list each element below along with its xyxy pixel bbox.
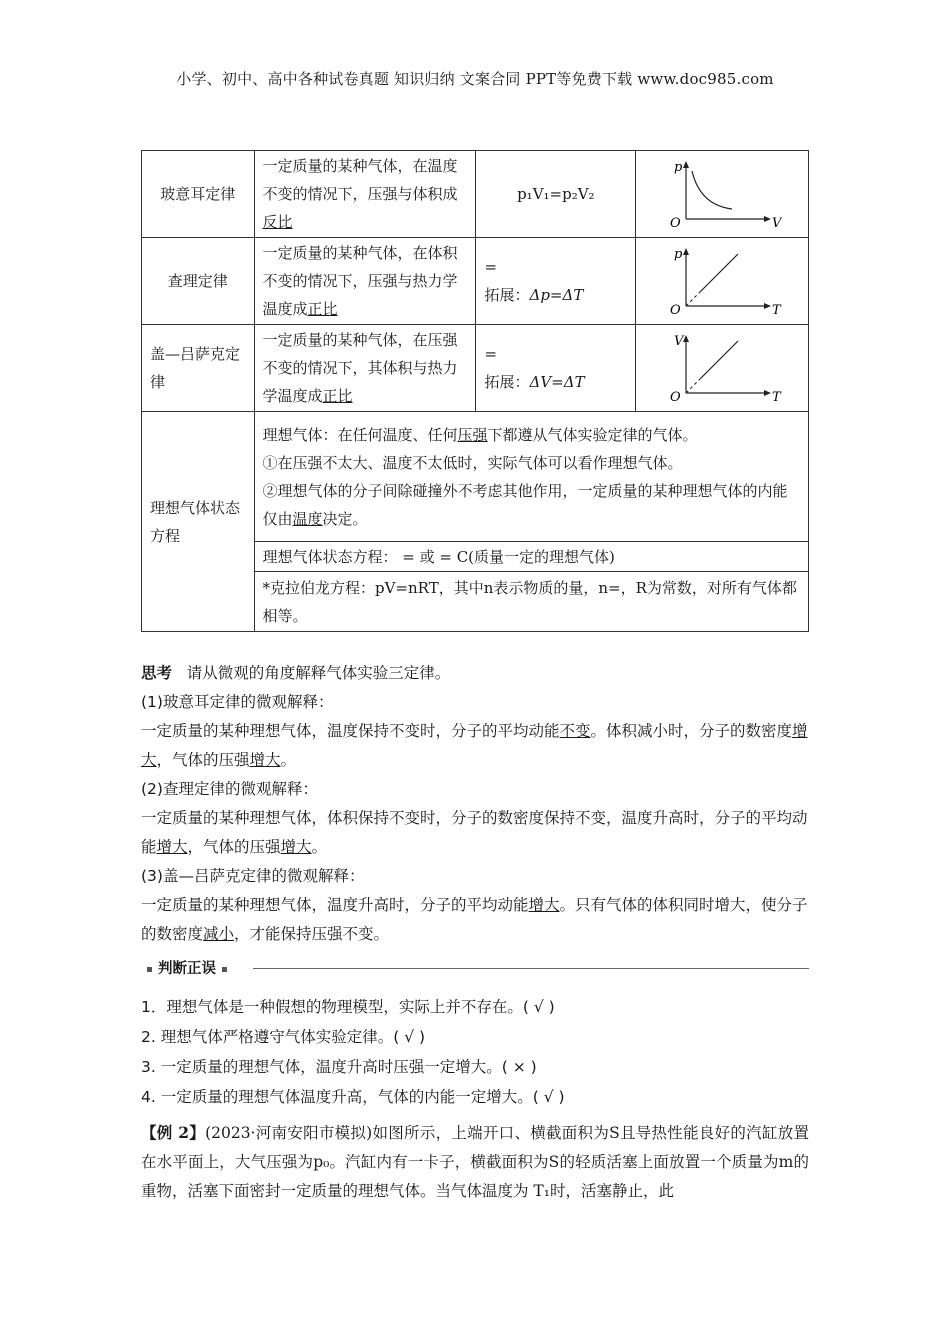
bullet-icon (222, 967, 227, 972)
boyle-law-name: 玻意耳定律 (142, 151, 255, 238)
boyle-law-description: 一定质量的某种气体，在温度不变的情况下，压强与体积成反比 (254, 151, 476, 238)
think-title: 思考 请从微观的角度解释气体实验三定律。 (141, 664, 451, 682)
isochore-line (700, 254, 738, 292)
charles-graph-y-label: p (674, 247, 683, 262)
boyle-law-formula: p₁V₁=p₂V₂ (476, 151, 636, 238)
page-header: 小学、初中、高中各种试卷真题 知识归纳 文案合同 PPT等免费下载 www.doc985.com (176, 70, 774, 88)
gay-lussac-law-formula: = 拓展：ΔV=ΔT (476, 325, 636, 412)
table-row (142, 412, 809, 542)
example-2 (141, 1118, 809, 1206)
gay-lussac-law-description: 一定质量的某种气体，在压强不变的情况下，其体积与热力学温度成正比 (254, 325, 476, 412)
think-section (141, 659, 809, 949)
gay-lussac-micro-text: 一定质量的某种理想气体，温度升高时，分子的平均动能增大。只有气体的体积同时增大，使分子的数密度减小，才能保持压强不变。 (141, 896, 808, 943)
list-item: 2. 理想气体严格遵守气体实验定律。( √ ) (141, 1028, 426, 1046)
boyle-law-graph (636, 151, 809, 238)
boyle-graph-x-label: V (772, 216, 782, 231)
gay-lussac-law-name: 盖—吕萨克定律 (142, 325, 255, 412)
table-row (142, 151, 809, 238)
gay-lussac-graph-x-label: T (772, 390, 781, 405)
boyle-graph-origin: O (670, 216, 681, 231)
judge-list (141, 992, 809, 1112)
boyle-micro-text: 一定质量的某种理想气体，温度保持不变时，分子的平均动能不变。体积减小时，分子的数密度增大，气体的压强增大。 (141, 722, 808, 769)
list-item: 4. 一定质量的理想气体温度升高，气体的内能一定增大。( √ ) (141, 1088, 565, 1106)
gas-laws-table (141, 150, 809, 632)
clapeyron-equation: *克拉伯龙方程：pV=nRT，其中n表示物质的量，n=，R为常数，对所有气体都相等。 (254, 572, 809, 632)
table-row (142, 325, 809, 412)
table-row (142, 238, 809, 325)
isobar-line (700, 341, 738, 379)
charles-law-description: 一定质量的某种气体，在体积不变的情况下，压强与热力学温度成正比 (254, 238, 476, 325)
gay-lussac-graph-y-label: V (674, 334, 684, 349)
charles-law-name: 查理定律 (142, 238, 255, 325)
boyle-micro-title: (1)玻意耳定律的微观解释： (141, 693, 334, 711)
ideal-gas-equation-name: 理想气体状态方程 (142, 412, 255, 632)
charles-law-formula: = 拓展：Δp=ΔT (476, 238, 636, 325)
hyperbola-curve (692, 171, 732, 209)
list-item: 3. 一定质量的理想气体，温度升高时压强一定增大。( × ) (141, 1058, 537, 1076)
ideal-gas-definition: 理想气体：在任何温度、任何压强下都遵从气体实验定律的气体。 ①在压强不太大、温度不太低时，实际气体可以看作理想气体。 ②理想气体的分子间除碰撞外不考虑其他作用，一定质量的某种理想气体的内能仅由温度决定。 (254, 412, 809, 542)
example-tag: 【例 2】 (141, 1123, 206, 1142)
charles-micro-title: (2)查理定律的微观解释： (141, 780, 318, 798)
boyle-graph-y-label: p (674, 160, 683, 175)
ideal-gas-state-equation: 理想气体状态方程： = 或 = C(质量一定的理想气体) (254, 542, 809, 572)
bullet-icon (147, 967, 152, 972)
charles-micro-text: 一定质量的某种理想气体，体积保持不变时，分子的数密度保持不变，温度升高时，分子的平均动能增大，气体的压强增大。 (141, 809, 808, 856)
charles-graph-x-label: T (772, 303, 781, 318)
gay-lussac-micro-title: (3)盖—吕萨克定律的微观解释： (141, 867, 365, 885)
gay-lussac-graph-origin: O (670, 390, 681, 405)
divider (253, 968, 809, 969)
charles-law-graph (636, 238, 809, 325)
example-text: (2023·河南安阳市模拟)如图所示，上端开口、横截面积为S且导热性能良好的汽缸放置在水平面上，大气压强为p₀。汽缸内有一卡子，横截面积为S的轻质活塞上面放置一个质量为m的重物，活塞下面密封一定质量的理想气体。当气体温度为 T₁时，活塞静止，此 (141, 1124, 810, 1200)
judge-section-heading: 判断正误 (141, 957, 809, 981)
list-item: 1．理想气体是一种假想的物理模型，实际上并不存在。( √ ) (141, 998, 555, 1016)
charles-graph-origin: O (670, 303, 681, 318)
gay-lussac-law-graph (636, 325, 809, 412)
